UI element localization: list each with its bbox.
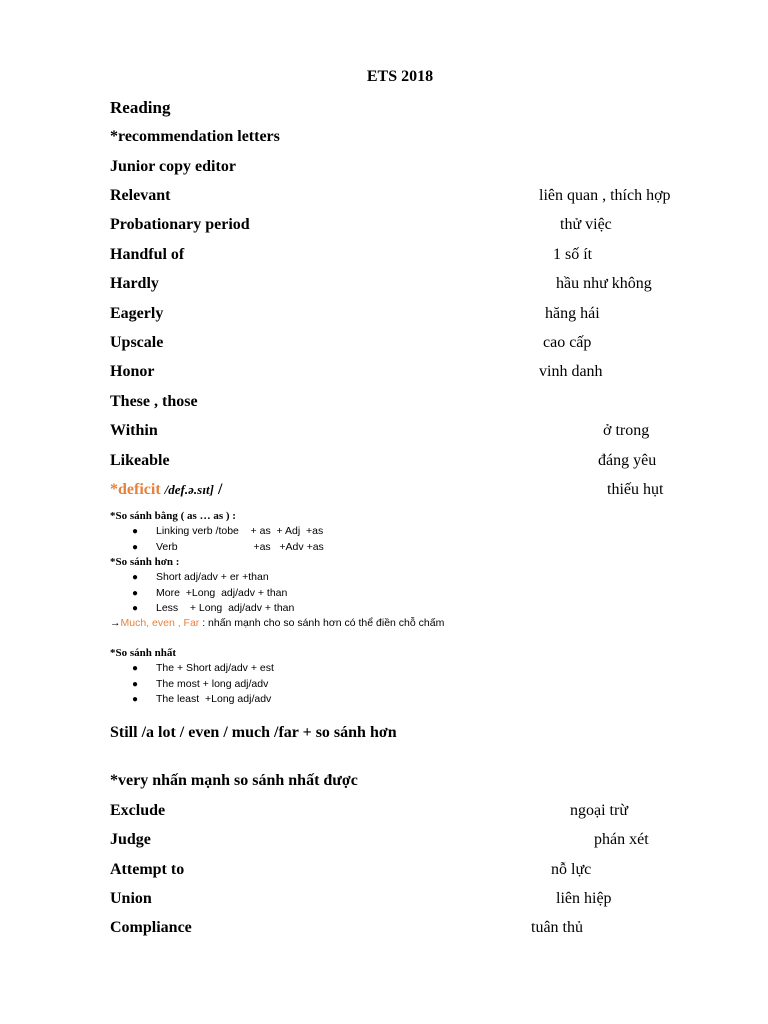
bullet-dot-icon: ● <box>132 526 139 537</box>
vocab-row <box>110 859 750 881</box>
deficit-slash: / <box>218 481 223 498</box>
vocab-row <box>110 917 750 939</box>
very-note: *very nhấn mạnh so sánh nhất được <box>110 772 358 789</box>
vocab-row <box>110 273 750 295</box>
comparative-list <box>132 570 294 617</box>
list-item <box>132 677 274 693</box>
vocab-meaning: cao cấp <box>543 334 592 351</box>
emphasis-words: Much, even , Far <box>120 617 200 629</box>
vocab-term: Eagerly <box>110 305 164 322</box>
vocab-meaning: ngoại trừ <box>570 802 628 819</box>
vocab-row <box>110 214 750 236</box>
bullet-dot-icon: ● <box>132 587 139 599</box>
bullet-dot-icon: ● <box>132 572 139 583</box>
list-item <box>132 692 274 708</box>
list-item-text: Linking verb /tobe + as + Adj +as <box>156 525 324 537</box>
still-note: Still /a lot / even / much /far + so sánh hơn <box>110 724 397 741</box>
list-item <box>132 524 324 540</box>
vocab-row <box>110 303 750 325</box>
vocab-meaning: hăng hái <box>545 305 600 322</box>
list-item-text: Verb +as +Adv +as <box>156 540 324 553</box>
note-row <box>110 722 750 744</box>
bullet-dot-icon: ● <box>132 694 139 705</box>
emphasis-text: : nhấn mạnh cho so sánh hơn có thể điền chỗ chấm <box>199 617 445 629</box>
list-item <box>132 601 294 617</box>
vocab-term-deficit <box>110 479 222 501</box>
vocab-row <box>110 156 750 178</box>
vocab-row <box>110 829 750 851</box>
vocab-meaning: ở trong <box>603 422 650 439</box>
vocab-meaning: liên quan , thích hợp <box>539 187 671 204</box>
vocab-meaning: phán xét <box>594 831 649 848</box>
section-heading <box>110 97 750 119</box>
list-item-text: Short adj/adv + er +than <box>156 571 269 583</box>
bullet-dot-icon: ● <box>132 663 139 674</box>
vocab-row <box>110 800 750 822</box>
vocab-term: Within <box>110 422 158 439</box>
list-item-text: Less + Long adj/adv + than <box>156 602 295 614</box>
vocab-term: Attempt to <box>110 861 185 878</box>
vocab-meaning: thiếu hụt <box>607 481 664 498</box>
vocab-row <box>110 391 750 413</box>
list-item <box>132 570 294 586</box>
list-item-text: More +Long adj/adv + than <box>156 586 288 599</box>
vocab-term: Exclude <box>110 802 166 819</box>
vocab-row <box>110 185 750 207</box>
list-item-text: The least +Long adj/adv <box>156 693 272 705</box>
vocab-row <box>110 244 750 266</box>
vocab-row <box>110 450 750 472</box>
list-item-text: The most + long adj/adv <box>156 677 269 690</box>
vocab-row <box>110 361 750 383</box>
vocab-term: Hardly <box>110 275 159 292</box>
equal-comparison-heading: *So sánh bằng ( as … as ) : <box>110 510 236 522</box>
superlative-heading: *So sánh nhất <box>110 647 177 659</box>
vocab-row <box>110 126 750 148</box>
vocab-meaning: đáng yêu <box>598 452 657 469</box>
vocab-term: Compliance <box>110 919 192 936</box>
bullet-dot-icon: ● <box>132 603 139 614</box>
bullet-dot-icon: ● <box>132 678 139 690</box>
section-heading-text: Reading <box>110 98 171 117</box>
bullet-dot-icon: ● <box>132 541 139 553</box>
vocab-row <box>110 888 750 910</box>
document-title: ETS 2018 <box>366 68 434 85</box>
vocab-meaning: nỗ lực <box>551 861 592 878</box>
vocab-term: Likeable <box>110 452 170 469</box>
vocab-meaning: thử việc <box>560 216 612 233</box>
vocab-meaning: hầu như không <box>556 275 652 292</box>
list-item <box>132 540 324 556</box>
vocab-term: These , those <box>110 393 198 410</box>
vocab-term: *recommendation letters <box>110 128 280 145</box>
vocab-row <box>110 420 750 442</box>
list-item-text: The + Short adj/adv + est <box>156 662 274 674</box>
vocab-term: Upscale <box>110 334 164 351</box>
vocab-term: Junior copy editor <box>110 158 236 175</box>
vocab-row-deficit <box>110 479 750 501</box>
vocab-term: Relevant <box>110 187 171 204</box>
equal-comparison-list <box>132 524 324 555</box>
list-item <box>132 661 274 677</box>
vocab-term: Honor <box>110 363 155 380</box>
deficit-ipa: /def.ə.sɪt] <box>164 482 214 497</box>
emphasis-note <box>110 616 444 630</box>
arrow-icon: → <box>110 617 121 629</box>
vocab-term: Union <box>110 890 152 907</box>
comparative-heading: *So sánh hơn : <box>110 556 180 568</box>
vocab-term: Judge <box>110 831 151 848</box>
vocab-row <box>110 332 750 354</box>
superlative-list <box>132 661 274 708</box>
vocab-meaning: 1 số ít <box>553 246 593 263</box>
deficit-word: *deficit <box>110 481 161 498</box>
vocab-term: Probationary period <box>110 216 250 233</box>
vocab-meaning: liên hiệp <box>556 890 612 907</box>
vocab-meaning: vinh danh <box>539 363 603 380</box>
list-item <box>132 586 294 602</box>
vocab-meaning: tuân thủ <box>531 919 583 936</box>
vocab-term: Handful of <box>110 246 185 263</box>
note-row <box>110 770 750 792</box>
